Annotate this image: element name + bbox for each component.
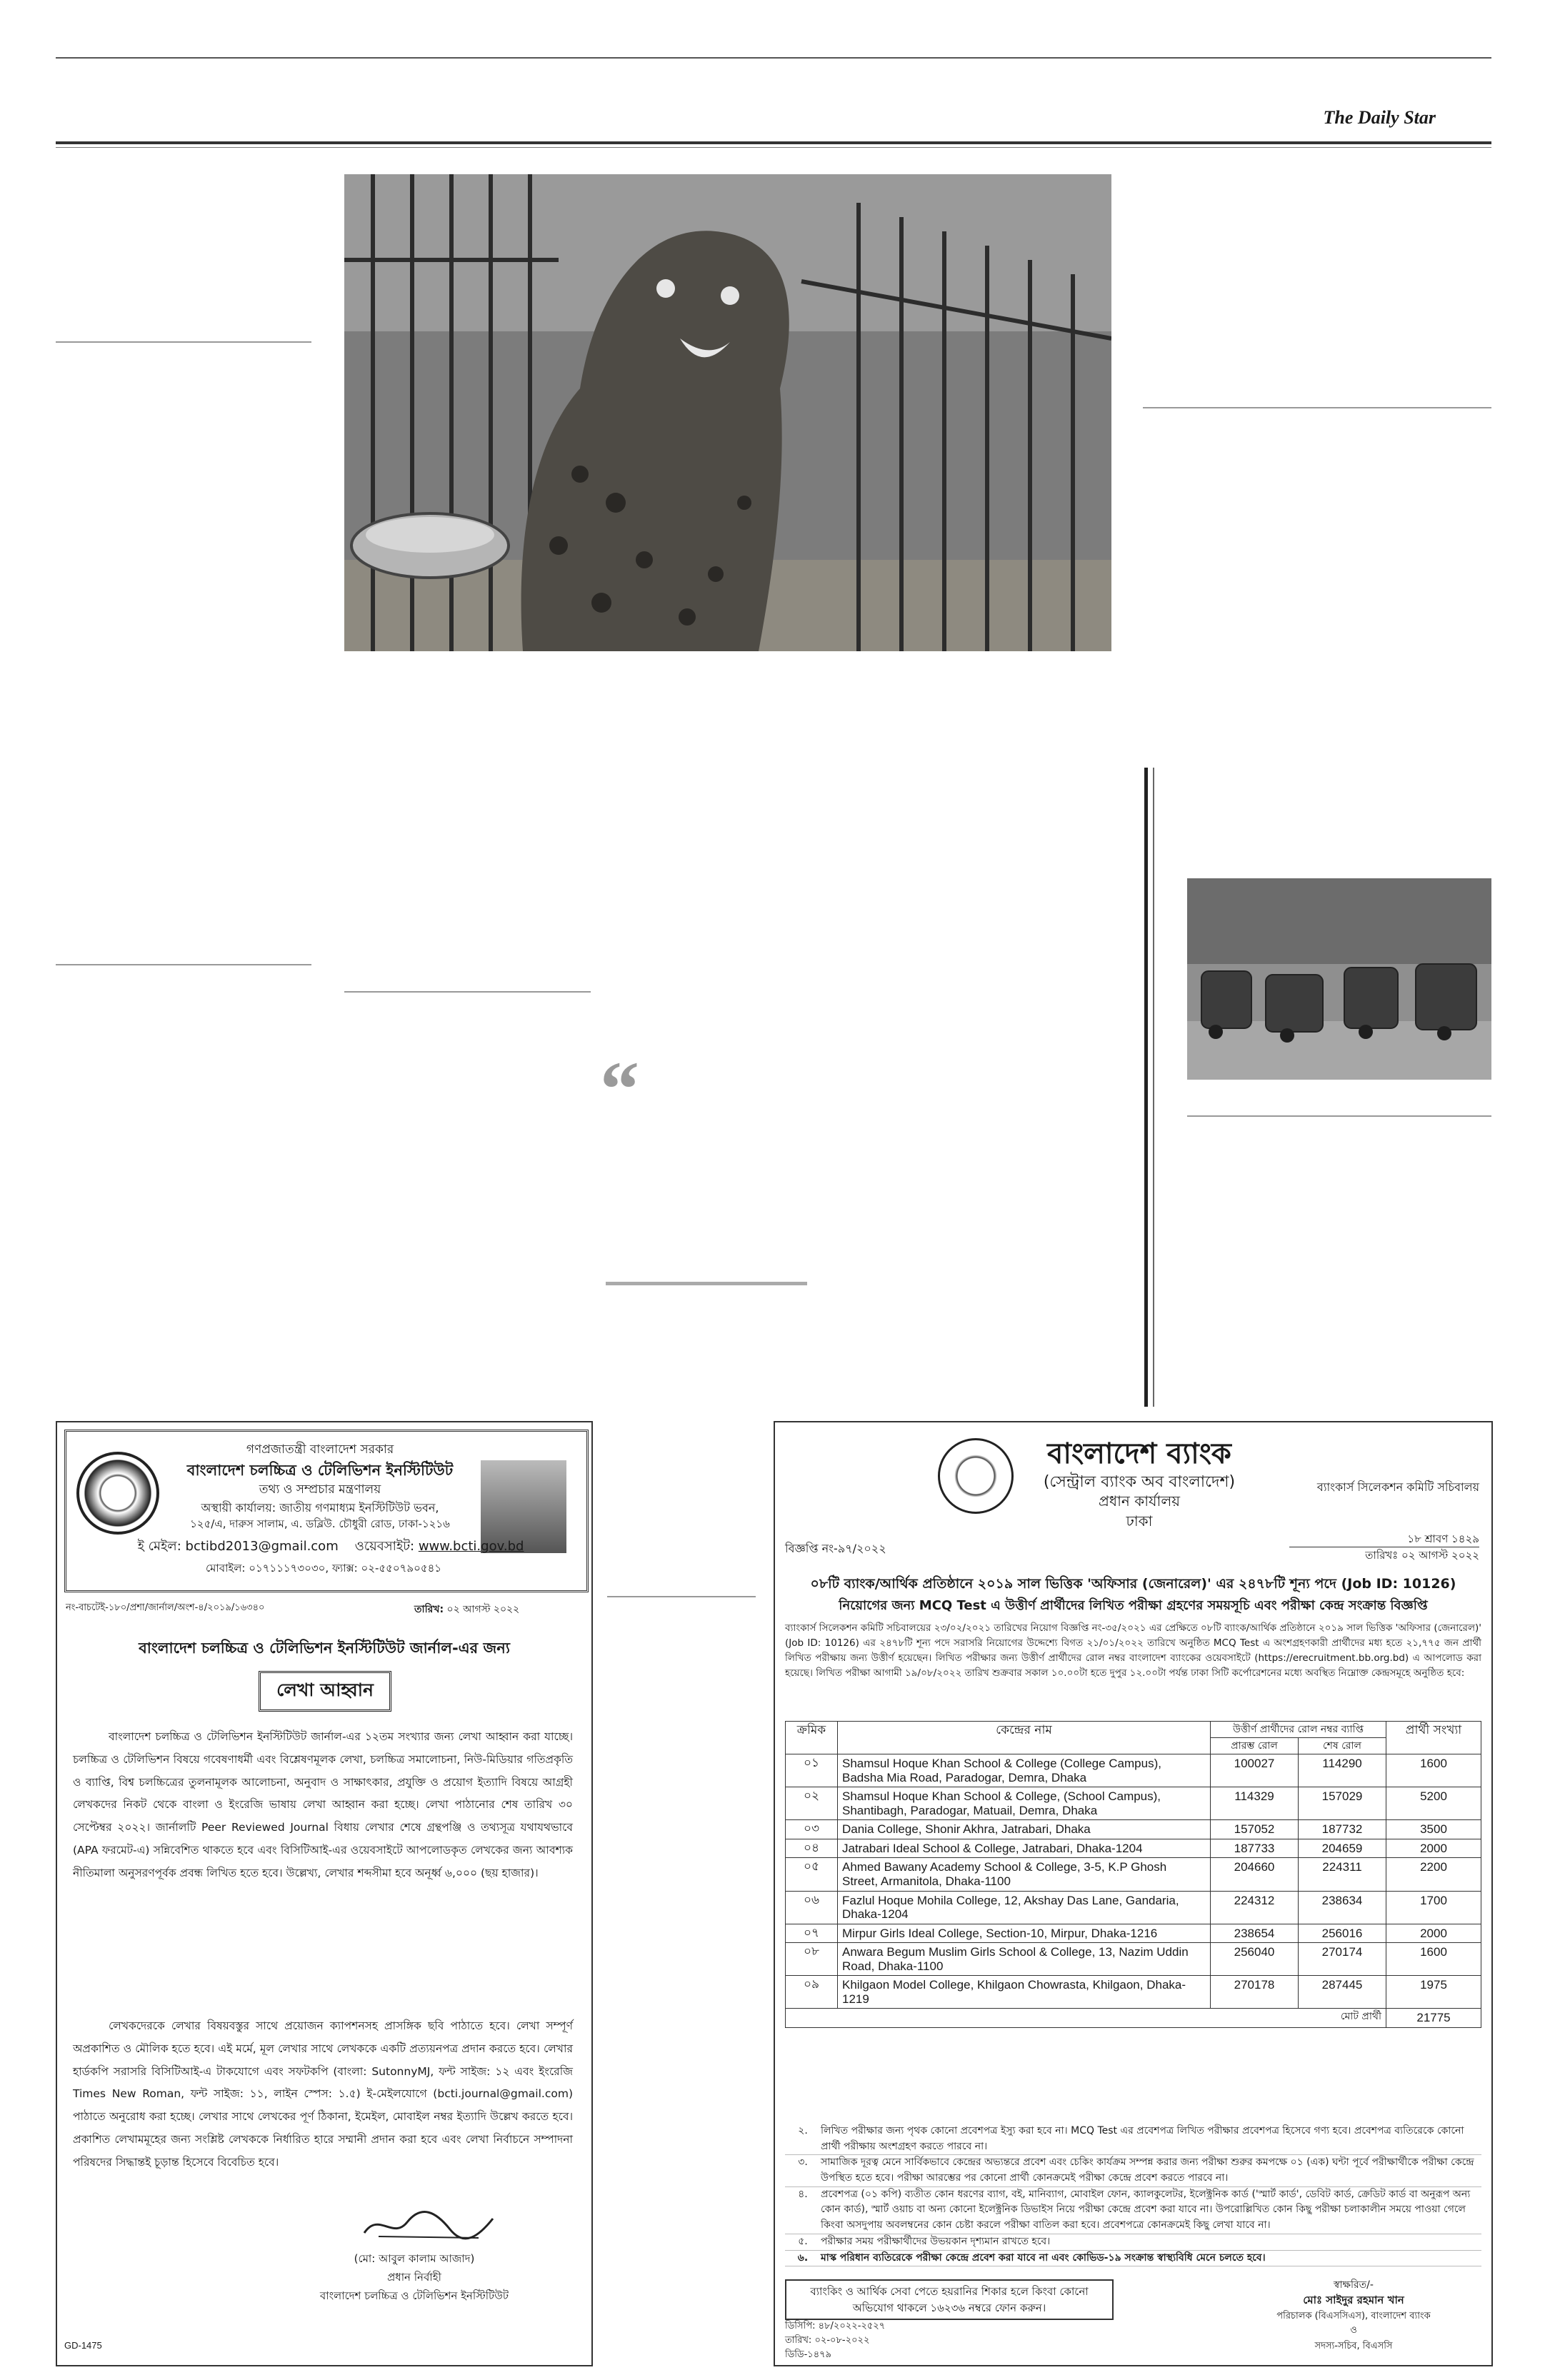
cell-start: 100027: [1211, 1754, 1299, 1787]
cell-serial: ০৩: [786, 1820, 838, 1839]
cell-count: 5200: [1386, 1787, 1481, 1820]
note-number: ৫.: [798, 2235, 808, 2247]
note-item: [785, 2155, 1481, 2186]
cell-start: 270178: [1211, 1976, 1299, 2009]
cell-start: 114329: [1211, 1787, 1299, 1820]
bank-signer-and: ও: [1350, 2325, 1357, 2336]
between-ads-rule: [607, 1596, 756, 1597]
table-row: [786, 1943, 1481, 1976]
bank-signer-role: সদস্য-সচিব, বিএসসি: [1314, 2341, 1393, 2351]
cell-count: 1600: [1386, 1943, 1481, 1976]
center-col-rule: [344, 991, 591, 993]
notice-intro: ব্যাংকার্স সিলেকশন কমিটি সচিবালয়ের ২৩/০২/২০২১ তারিখের নিয়োগ বিজ্ঞপ্তি নং-৩৫/২০২১ এর প্রেক্ষিতে ০৮টি ব্যাংক/আর্থিক প্রতিষ্ঠানে ২০১৯ সাল ভিত্তিক 'অফিসার (জেনারেল)' (Job ID: 10126) এর ২৪৭৮টি শূন্য পদে সরাসরি নিয়োগের উদ্দেশ্যে বিগত ২১/০১/২০২২ তারিখে অনুষ্ঠিত MCQ Test এ অংশগ্রহণকারী প্রার্থীদের মধ্য হতে ২১,৭৭৫ জন প্রার্থী লিখিত পরীক্ষায় জন্য উত্তীর্ণ হয়েছেন। লিখিত পরীক্ষার জন্য উত্তীর্ণ প্রার্থীদের রোল নম্বর বাংলাদেশ ব্যাংকের ওয়েবসাইটে (https://erecruitment.bb.org.bd) এ আপলোড করা হয়েছে। লিখিত পরীক্ষা আগামী ১৯/০৮/২০২২ তারিখ শুক্রবার সকাল ১০.০০টা হতে দুপুর ১২.০০টা পর্যন্ত ঢাকা সিটি কর্পোরেশনের মধ্যে অবস্থিত নিম্নোক্ত কেন্দ্রসমূহে অনুষ্ঠিত হবে:: [785, 1622, 1481, 1679]
ad-headline: বাংলাদেশ চলচ্চিত্র ও টেলিভিশন ইনস্টিটিউট জার্নাল-এর জন্য: [139, 1640, 510, 1657]
table-row: [786, 1891, 1481, 1924]
bank-signer-title: পরিচালক (বিএসসিএস), বাংলাদেশ ব্যাংক: [1276, 2311, 1431, 2321]
table-total-row: [786, 2009, 1481, 2028]
cell-serial: ০৬: [786, 1891, 838, 1924]
sidebar-divider-thin: [1153, 768, 1154, 1407]
total-label: মোট প্রার্থী: [786, 2009, 1386, 2028]
hotline-warning-box: ব্যাংকিং ও আর্থিক সেবা পেতে হয়রানির শিকার হলে কিংবা কোনো অভিযোগ থাকলে ১৬২৩৬ নম্বরে ফোন করুন।: [785, 2279, 1114, 2320]
signer-org: বাংলাদেশ চলচ্চিত্র ও টেলিভিশন ইনস্টিটিউট: [319, 2289, 509, 2302]
total-value: 21775: [1386, 2009, 1481, 2028]
cell-end: 114290: [1299, 1754, 1386, 1787]
cell-end: 270174: [1299, 1943, 1386, 1976]
cell-start: 256040: [1211, 1943, 1299, 1976]
cell-end: 224311: [1299, 1858, 1386, 1891]
bank-seal-icon: [938, 1438, 1014, 1514]
cat-cage-illustration: [344, 174, 1111, 651]
table-row: [786, 1839, 1481, 1858]
notice-number: বিজ্ঞপ্তি নং-৯৭/২০২২: [785, 1542, 886, 1555]
exam-center-table-wrap: [785, 1721, 1481, 2028]
cell-serial: ০৫: [786, 1858, 838, 1891]
signature-scribble: [357, 2208, 500, 2244]
note-number: ৩.: [798, 2156, 808, 2169]
note-text: সামাজিক দূরত্ব মেনে সার্বিকভাবে কেন্দ্রের অভ্যন্তরে প্রবেশ এবং চেকিং কার্যক্রম সম্পন্ন করার জন্য পরীক্ষা শুরুর কমপক্ষে ০১ (এক) ঘন্টা পূর্বে পরীক্ষার্থীকে পরীক্ষা কেন্দ্রে উপস্থিত হতে হবে। পরীক্ষা আরম্ভের পর কোনো প্রার্থী কোনক্রমেই পরীক্ষা কেন্দ্রে প্রবেশ করতে পারবে না।: [821, 2156, 1474, 2184]
selection-committee: ব্যাংকার্স সিলেকশন কমিটি সচিবালয়: [1316, 1480, 1479, 1494]
signed-label: স্বাক্ষরিত/-: [1334, 2279, 1374, 2291]
note-text: মাস্ক পরিধান ব্যতিরেকে পরীক্ষা কেন্দ্রে প্রবেশ করা যাবে না এবং কোভিড-১৯ সংক্রান্ত স্বাস্থ্যবিধি মেনে চলতে হবে।: [821, 2251, 1266, 2264]
note-number: ৬.: [797, 2251, 809, 2264]
address-line: ১২৫/এ, দারুস সালাম, এ. ডব্লিউ. চৌধুরী রোড, ঢাকা-১২১৬: [190, 1517, 450, 1530]
bank-signer-name: মোঃ সাইদুর রহমান খান: [1303, 2294, 1404, 2306]
cell-start: 224312: [1211, 1891, 1299, 1924]
date-bangla: ১৮ শ্রাবণ ১৪২৯: [1407, 1532, 1479, 1545]
cell-serial: ০৮: [786, 1943, 838, 1976]
exam-center-table: [785, 1721, 1481, 2028]
header-center: কেন্দ্রের নাম: [838, 1722, 1211, 1754]
cell-center: Khilgaon Model College, Khilgaon Chowrasta, Khilgaon, Dhaka-1219: [838, 1976, 1211, 2009]
ministry-name: তথ্য ও সম্প্রচার মন্ত্রণালয়: [259, 1482, 381, 1497]
note-item: [785, 2251, 1481, 2267]
bangladesh-bank-advertisement: [774, 1421, 1493, 2366]
bcti-letterhead: [64, 1430, 589, 1592]
cell-start: 238654: [1211, 1924, 1299, 1943]
cell-end: 238634: [1299, 1891, 1386, 1924]
masthead-logo: The Daily Star: [1323, 107, 1436, 128]
footer-dd: ডিডি-১৪৭৯: [785, 2349, 832, 2360]
signer-title: প্রধান নির্বাহী: [387, 2271, 441, 2284]
cell-center: Dania College, Shonir Akhra, Jatrabari, Dhaka: [838, 1820, 1211, 1839]
cell-end: 287445: [1299, 1976, 1386, 2009]
cell-start: 187733: [1211, 1839, 1299, 1858]
table-header-row: [786, 1722, 1481, 1738]
bank-name: বাংলাদেশ ব্যাংক: [1047, 1437, 1231, 1470]
call-paragraph-2: লেখকদেরকে লেখার বিষয়বস্তুর সাথে প্রয়োজন ক্যাপশনসহ প্রাসঙ্গিক ছবি পাঠাতে হবে। লেখা সম্পূর্ণ অপ্রকাশিত ও মৌলিক হতে হবে। এই মর্মে, মূল লেখার সাথে লেখককে একটি প্রত্যয়নপত্র প্রদান করতে হবে। লেখার হার্ডকপি সরাসরি বিসিটিআই-এ টাকযোগে এবং সফটকপি (বাংলা: SutonnyMJ, ফন্ট সাইজ: ১২ এবং ইংরেজি Times New Roman, ফন্ট সাইজ: ১১, লাইন স্পেস: ১.৫) ই-মেইলযোগে (bcti.journal@gmail.com) পাঠাতে অনুরোধ করা হচ্ছে। লেখার সাথে লেখকের পূর্ণ ঠিকানা, ইমেইল, মোবাইল নম্বর ইত্যাদি উল্লেখ করতে হবে। প্রকাশিত লেখামমূহের জন্য সংশ্লিষ্ট লেখককে নির্ধারিত হারে সম্মানী প্রদান করা হবে এবং লেখা নির্বাচনে সম্পাদনা পরিষদের সিদ্ধান্তই চূড়ান্ত হিসেবে বিবেচিত হবে।: [73, 2019, 573, 2169]
office-line: অস্থায়ী কার্যালয়: জাতীয় গণমাধ্যম ইনস্টিটিউট ভবন,: [201, 1501, 439, 1515]
autorickshaw-photo: [1187, 878, 1491, 1080]
bank-subtitle: (সেন্ট্রাল ব্যাংক অব বাংলাদেশ): [1043, 1473, 1236, 1491]
cell-start: 157052: [1211, 1820, 1299, 1839]
signer-name: (মো: আবুল কালাম আজাদ): [354, 2252, 475, 2265]
cell-end: 157029: [1299, 1787, 1386, 1820]
cell-center: Ahmed Bawany Academy School & College, 3-5, K.P Ghosh Street, Armanitola, Dhaka-1100: [838, 1858, 1211, 1891]
table-row: [786, 1820, 1481, 1839]
note-number: ৪.: [798, 2188, 808, 2200]
cell-serial: ০১: [786, 1754, 838, 1787]
cell-count: 1600: [1386, 1754, 1481, 1787]
sidebar-divider: [1144, 768, 1148, 1407]
call-for-writing: লেখা আহ্বান: [259, 1671, 391, 1712]
note-text: পরীক্ষার সময় পরীক্ষার্থীদের উভয়কান দৃশ্যমান রাখতে হবে।: [821, 2235, 1051, 2247]
web-label: ওয়েবসাইট:: [354, 1539, 415, 1554]
cell-count: 1975: [1386, 1976, 1481, 2009]
ref-number: নং-বাচটেই-১৮০/প্রশা/জার্নাল/অংশ-৪/২০১৯/১৬৩৪০: [66, 1602, 265, 1613]
cell-serial: ০২: [786, 1787, 838, 1820]
top-rule: [56, 57, 1491, 59]
bcti-advertisement: [56, 1421, 593, 2366]
note-number: ২.: [798, 2125, 808, 2137]
phone-line: মোবাইল: ০১৭১১১৭৩০৩০, ফ্যাক্স: ০২-৫৫০৭৯০৫৪১: [205, 1562, 442, 1575]
cell-center: Shamsul Hoque Khan School & College (College Campus), Badsha Mia Road, Paradogar, Demra, Dhaka: [838, 1754, 1211, 1787]
cell-center: Mirpur Girls Ideal College, Section-10, Mirpur, Dhaka-1216: [838, 1924, 1211, 1943]
instruction-notes: [785, 2124, 1481, 2266]
notice-title-1: ০৮টি ব্যাংক/আর্থিক প্রতিষ্ঠানে ২০১৯ সাল ভিত্তিক 'অফিসার (জেনারেল)' এর ২৪৭৮টি শূন্য পদে (Job ID: 10126): [810, 1576, 1456, 1592]
cell-count: 2000: [1386, 1924, 1481, 1943]
cell-center: Jatrabari Ideal School & College, Jatrabari, Dhaka-1204: [838, 1839, 1211, 1858]
right-col-rule-2: [1187, 1115, 1491, 1117]
table-row: [786, 1787, 1481, 1820]
gov-line: গণপ্রজাতন্ত্রী বাংলাদেশ সরকার: [246, 1442, 394, 1457]
masthead-rule: [56, 141, 1491, 144]
contact-line: [95, 1536, 566, 1558]
email-label: ই মেইল:: [137, 1539, 181, 1554]
cell-start: 204660: [1211, 1858, 1299, 1891]
institute-name: বাংলাদেশ চলচ্চিত্র ও টেলিভিশন ইনস্টিটিউট: [186, 1462, 454, 1479]
cell-serial: ০৪: [786, 1839, 838, 1858]
table-row: [786, 1858, 1481, 1891]
head-office: প্রধান কার্যালয়: [1098, 1492, 1181, 1510]
fishing-cat-photo: [344, 174, 1111, 651]
header-count: প্রার্থী সংখ্যা: [1386, 1722, 1481, 1754]
table-row: [786, 1754, 1481, 1787]
notice-title-2: নিয়োগের জন্য MCQ Test এ উত্তীর্ণ প্রার্থীদের লিখিত পরীক্ষা গ্রহণের সময়সূচি এবং পরীক্ষা কেন্দ্র সংক্রান্ত বিজ্ঞপ্তি: [839, 1598, 1428, 1613]
note-item: [785, 2234, 1481, 2251]
cell-serial: ০৯: [786, 1976, 838, 2009]
right-col-rule-1: [1143, 407, 1491, 408]
footer-date: তারিখ: ০২-০৮-২০২২: [785, 2335, 870, 2346]
cell-serial: ০৭: [786, 1924, 838, 1943]
date-value: ০২ আগস্ট ২০২২: [446, 1604, 520, 1615]
call-paragraph-1: বাংলাদেশ চলচ্চিত্র ও টেলিভিশন ইনস্টিটিউট জার্নাল-এর ১২তম সংখ্যার জন্য লেখা আহ্বান করা যাচ্ছে। চলচ্চিত্র ও টেলিভিশন বিষয়ে গবেষণাধর্মী এবং বিশ্লেষণমূলক লেখা, চলচ্চিত্র সমালোচনা, নিউ-মিডিয়ার গতিপ্রকৃতি ও ব্যাপ্তি, বিশ্ব চলচ্চিত্রের তুলনামূলক আলোচনা, অনুবাদ ও সাক্ষাৎকার, প্রযুক্তি ও প্রয়োগ ইত্যাদি বিষয়ে আগ্রহী লেখকদের নিকট থেকে বাংলা ও ইংরেজি ভাষায় লেখা আহ্বান করা হচ্ছে। লেখা পাঠানোর শেষ তারিখ ৩০ সেপ্টেম্বর ২০২২। জার্নালটি Peer Reviewed Journal বিধায় লেখার শেষে গ্রন্থপঞ্জি ও তথ্যসূত্র যথাযথভাবে (APA ফরমেট-এ) সন্নিবেশিত থাকতে হবে এবং বিসিটিআই-এর ওয়েবসাইটে আপলোডকৃত লেখকের জন্য আবশ্যক নীতিমালা অনুসরণপূর্বক প্রবন্ধ লিখিত হতে হবে। উল্লেখ্য, লেখার শব্দসীমা হবে অনূর্ধ্ব ৬,০০০ (ছয় হাজার)।: [73, 1730, 573, 1879]
table-row: [786, 1924, 1481, 1943]
cell-center: Fazlul Hoque Mohila College, 12, Akshay Das Lane, Gandaria, Dhaka-1204: [838, 1891, 1211, 1924]
cell-end: 204659: [1299, 1839, 1386, 1858]
note-text: প্রবেশপত্র (০১ কপি) ব্যতীত কোন ধরণের ব্যাগ, বই, মানিব্যাগ, মোবাইল ফোন, ক্যালকুলেটর, ইলেক্ট্রনিক কার্ড ('স্মার্ট কার্ড', ডেবিট কার্ড, ক্রেডিট কার্ড বা অনুরূপ অন্য কোন কার্ড), স্মার্ট ওয়াচ বা অন্য কোনো ইলেক্ট্রনিক ডিভাইস নিয়ে পরীক্ষা কেন্দ্রে প্রবেশ করা যাবে না। উপরোল্লিখিত কোন কিছু পরীক্ষা চলাকালীন সময়ে পাওয়া গেলে কিংবা অসদুপায় অবলম্বনের কোন চেষ্টা করলে পরীক্ষা বাতিল করা হবে। প্রবেশপত্রে কোনক্রমেই কিছু লেখা যাবে না।: [821, 2188, 1471, 2231]
header-roll-range: উত্তীর্ণ প্রার্থীদের রোল নম্বর ব্যাপ্তি: [1211, 1722, 1386, 1738]
pull-quote-rule: [606, 1282, 807, 1285]
cell-end: 187732: [1299, 1820, 1386, 1839]
left-col-rule-2: [56, 964, 311, 965]
left-col-rule-1: [56, 341, 311, 343]
date-label: তারিখঃ: [1365, 1549, 1399, 1562]
cell-count: 2200: [1386, 1858, 1481, 1891]
gd-code: GD-1475: [64, 2340, 102, 2351]
table-row: [786, 1976, 1481, 2009]
web-link[interactable]: www.bcti.gov.bd: [418, 1539, 524, 1554]
header-end-roll: শেষ রোল: [1299, 1738, 1386, 1754]
header-serial: ক্রমিক: [786, 1722, 838, 1754]
pull-quote-mark: “: [600, 1045, 639, 1133]
city-name: ঢাকা: [1126, 1512, 1153, 1530]
issue-date: [414, 1601, 519, 1618]
date-value: ০২ আগস্ট ২০২২: [1401, 1549, 1479, 1562]
cell-center: Shamsul Hoque Khan School & College, (School Campus), Shantibagh, Paradogar, Matuail, Demra, Dhaka: [838, 1787, 1211, 1820]
email-link[interactable]: bctibd2013@gmail.com: [185, 1539, 339, 1554]
cell-center: Anwara Begum Muslim Girls School & College, 13, Nazim Uddin Road, Dhaka-1100: [838, 1943, 1211, 1976]
masthead-rule-thin: [56, 147, 1491, 148]
cell-count: 1700: [1386, 1891, 1481, 1924]
header-start-roll: প্রারম্ভ রোল: [1211, 1738, 1299, 1754]
note-text: লিখিত পরীক্ষার জন্য পৃথক কোনো প্রবেশপত্র ইস্যু করা হবে না। MCQ Test এর প্রবেশপত্র লিখিত পরীক্ষার প্রবেশপত্র হিসেবে গণ্য হবে। প্রবেশপত্র ব্যতিরেকে কোনো প্রার্থী পরীক্ষায় অংশগ্রহণ করতে পারবে না।: [821, 2125, 1464, 2152]
note-item: [785, 2187, 1481, 2234]
footer-dcp: ডিসিপি: ৪৮/২০২২-২৫২৭: [785, 2321, 886, 2331]
date-label: তারিখ:: [414, 1604, 444, 1615]
cell-count: 2000: [1386, 1839, 1481, 1858]
street-illustration: [1187, 878, 1491, 1080]
note-item: [785, 2124, 1481, 2155]
cell-count: 3500: [1386, 1820, 1481, 1839]
date-gregorian: [1289, 1547, 1479, 1565]
cell-end: 256016: [1299, 1924, 1386, 1943]
